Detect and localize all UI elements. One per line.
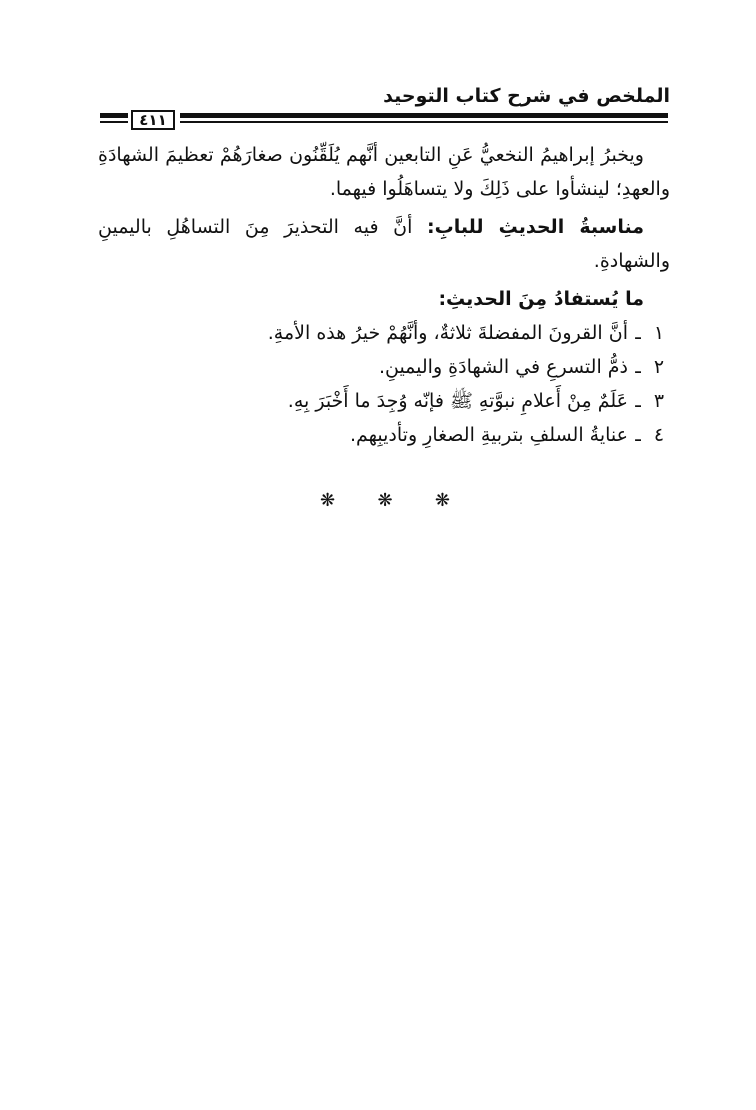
benefit-item: [98, 418, 670, 452]
header-rule-short-thick: [100, 113, 128, 118]
relevance-text: أنَّ فيه التحذيرَ مِنَ التساهُلِ باليمينِ والشهادةِ.: [98, 216, 670, 272]
benefit-item: [98, 384, 670, 418]
paragraph-tabiin: ويخبرُ إبراهيمُ النخعيُّ عَنِ التابعين أنَّهم يُلَقِّنُون صغارَهُمْ تعظيمَ الشهادَةِ والعهدِ؛ لينشأوا على ذَلِكَ ولا يتساهَلُوا فيهما.: [98, 144, 670, 200]
benefit-item: [98, 316, 670, 350]
paragraph-relevance: [98, 210, 670, 278]
benefit-number: ١: [653, 322, 665, 344]
benefit-dash: ـ: [635, 356, 641, 378]
header-rule-thick: [180, 113, 668, 118]
benefit-text: عَلَمٌ مِنْ أَعلامِ نبوَّتهِ ﷺ فإنّه وُجِدَ ما أَخْبَرَ بِهِ.: [287, 390, 628, 412]
benefit-number: ٢: [653, 356, 665, 378]
benefit-item: [98, 350, 670, 384]
benefits-heading: ما يُستفادُ مِنَ الحديثِ:: [438, 288, 644, 310]
benefit-text: ذمُّ التسرعِ في الشهادَةِ واليمينِ.: [378, 356, 628, 378]
star-icon: ❋: [320, 490, 336, 511]
header-rule-thin: [180, 121, 668, 123]
benefit-text: أنَّ القرونَ المفضلةَ ثلاثةٌ، وأنَّهُمْ خيرُ هذه الأمةِ.: [267, 322, 628, 344]
section-separator: [320, 490, 450, 511]
benefit-dash: ـ: [635, 390, 641, 412]
benefit-dash: ـ: [635, 322, 641, 344]
benefit-text: عنايةُ السلفِ بتربيةِ الصغارِ وتأديبِهم.: [349, 424, 628, 446]
star-icon: ❋: [377, 490, 393, 511]
benefit-number: ٤: [653, 424, 665, 446]
benefit-number: ٣: [653, 390, 665, 412]
relevance-label: مناسبةُ الحديثِ للبابِ:: [427, 216, 644, 238]
star-icon: ❋: [434, 490, 450, 511]
running-title: الملخص في شرح كتاب التوحيد: [383, 85, 670, 107]
body-text: [98, 138, 670, 452]
header-rule-short-thin: [100, 121, 128, 123]
page-number: ٤١١: [131, 110, 175, 130]
benefit-dash: ـ: [635, 424, 641, 446]
benefits-list: [98, 316, 670, 452]
